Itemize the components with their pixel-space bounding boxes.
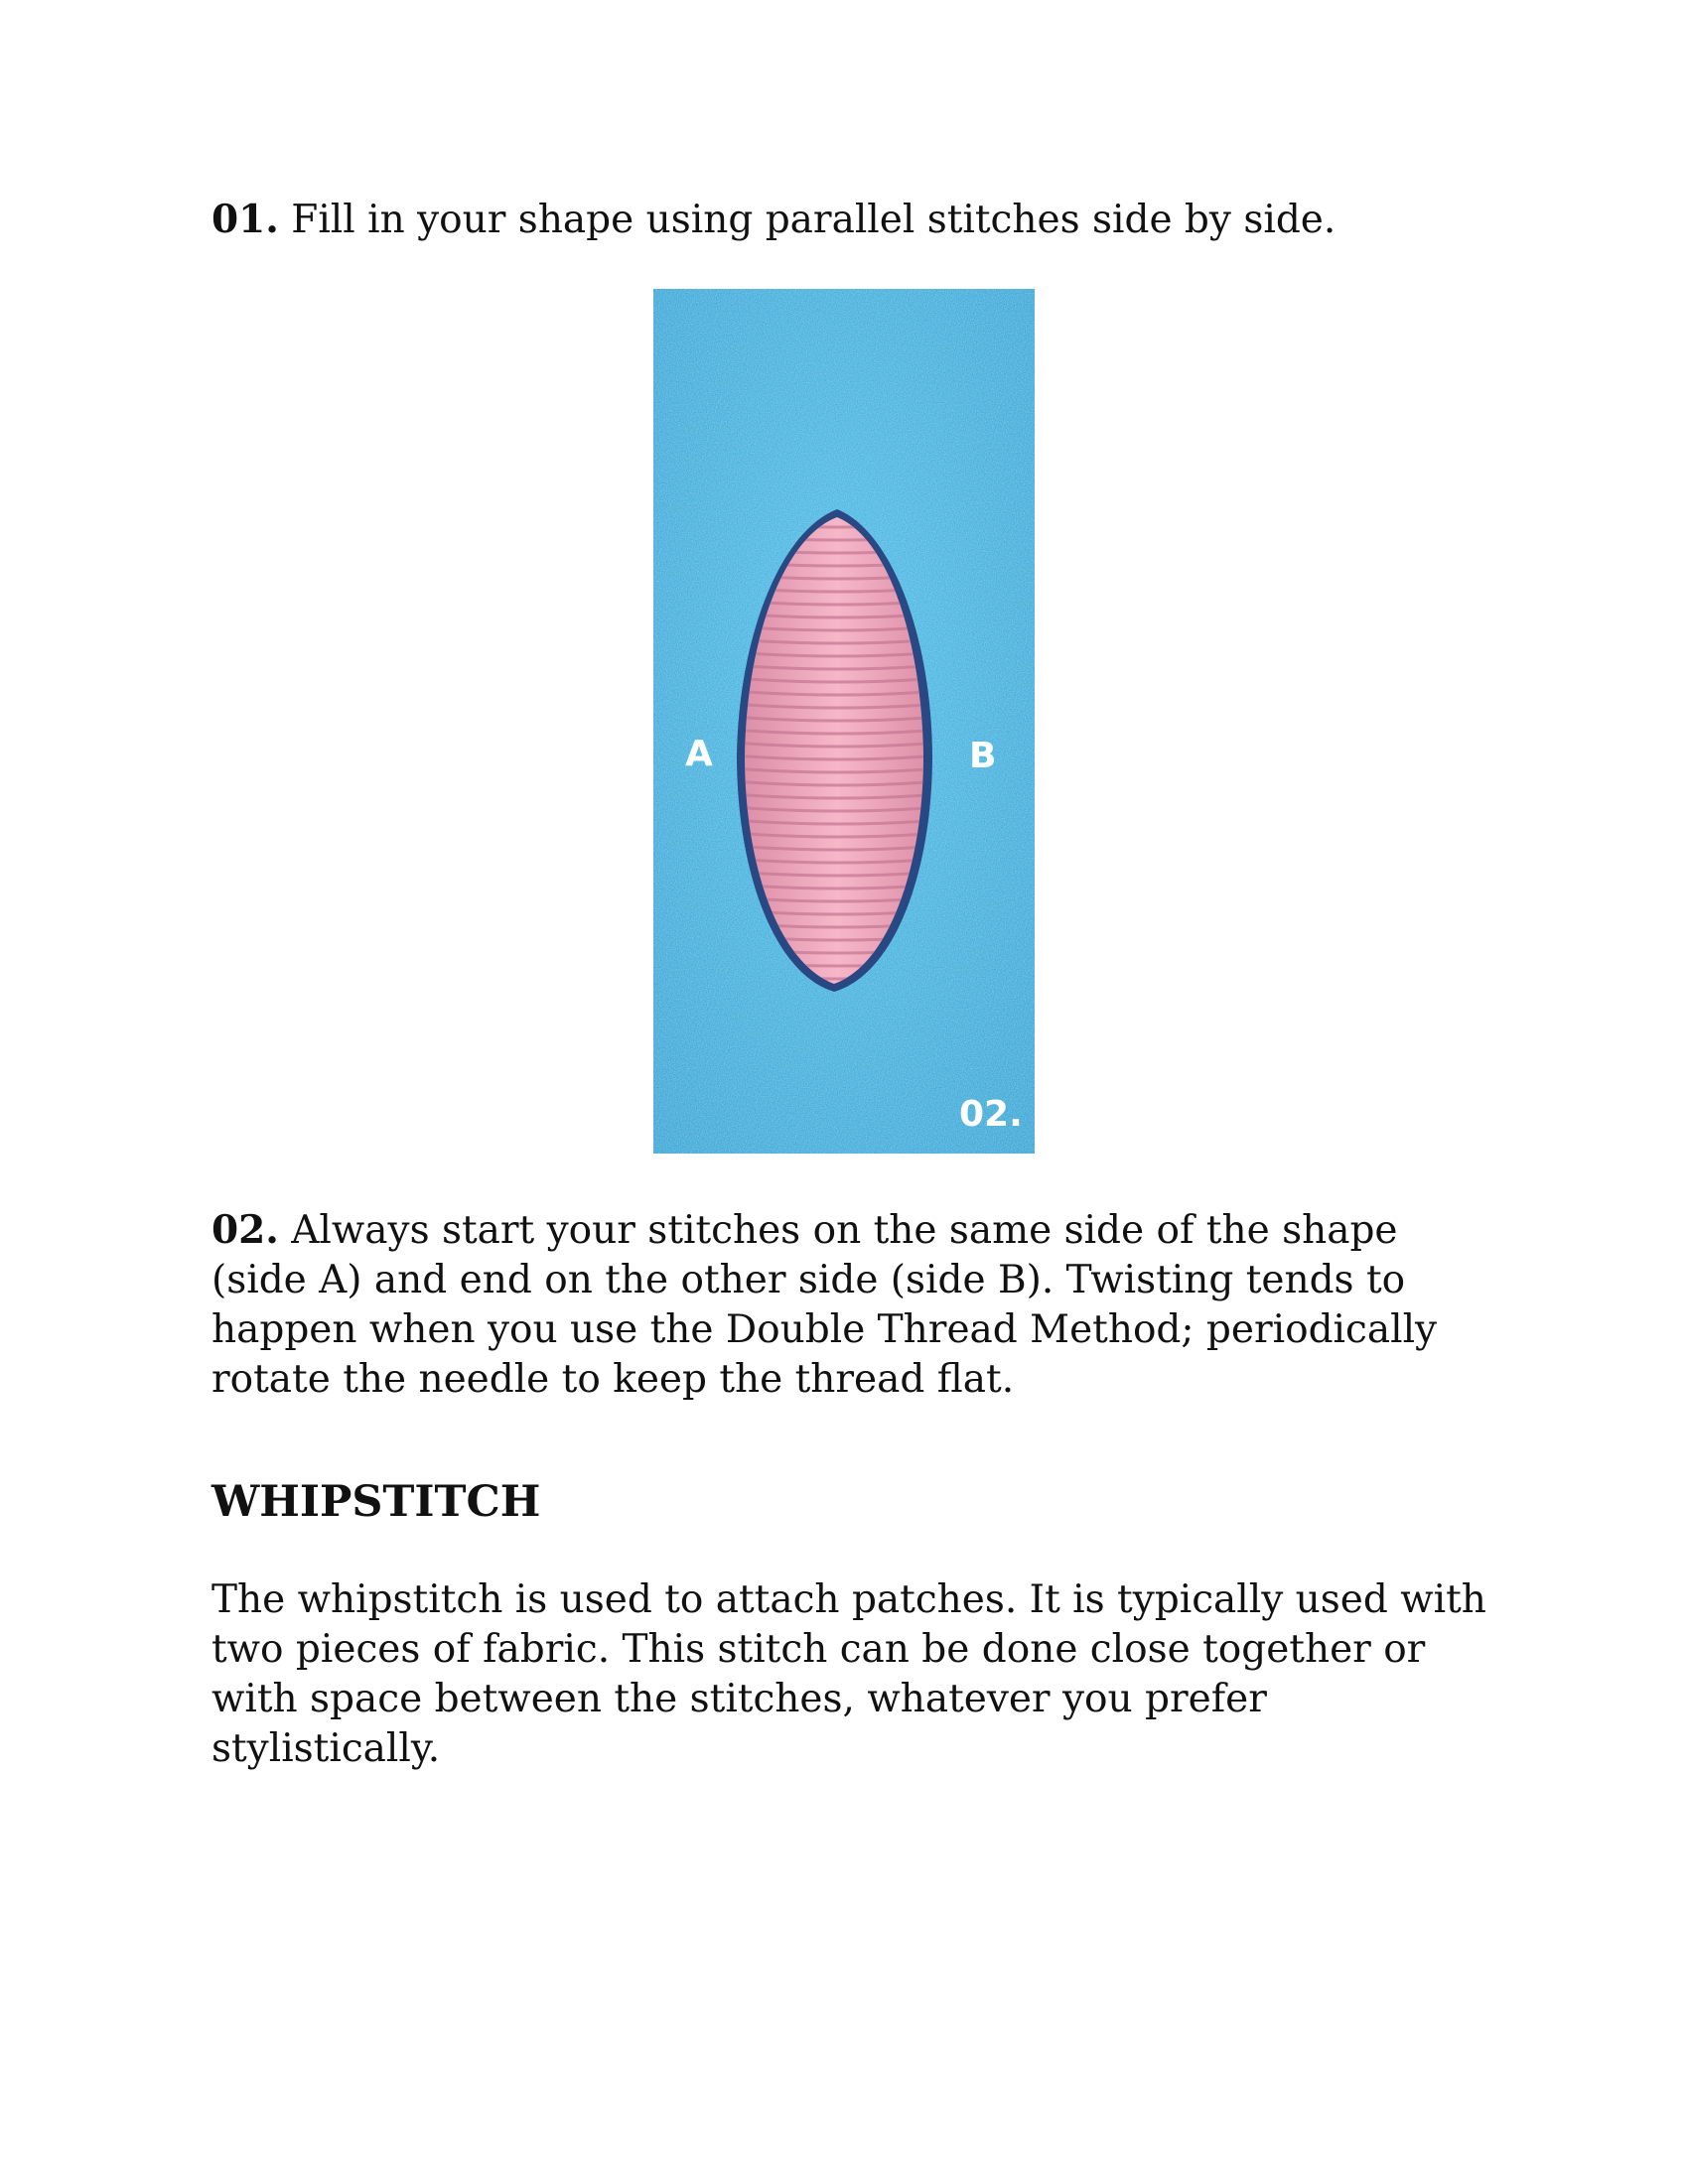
photo-step-label: 02. [959, 1094, 1023, 1135]
step-02-description: Always start your stitches on the same side of the shape (side A) and end on the other side (side B). Twisting tends to happen when you use the Double Thread Method; periodically rotate the needle to keep the thread flat. [211, 1208, 1438, 1402]
step-01-description: Fill in your shape using parallel stitches side by side. [291, 198, 1336, 242]
step-02-number: 02. [211, 1207, 279, 1253]
side-a-label: A [685, 734, 713, 774]
section-body: The whipstitch is used to attach patches. It is typically used with two pieces of fabric. This stitch can be done close together or with space between the stitches, whatever you prefer stylistically. [211, 1577, 1486, 1771]
satin-stitch-photo [653, 289, 1035, 1154]
step-02-text [211, 1205, 1492, 1405]
side-b-label: B [969, 736, 997, 776]
section-heading: WHIPSTITCH [211, 1477, 541, 1527]
satin-stitch-illustration [653, 289, 1035, 1154]
step-01-number: 01. [211, 197, 279, 242]
step-01-text [211, 195, 1492, 245]
